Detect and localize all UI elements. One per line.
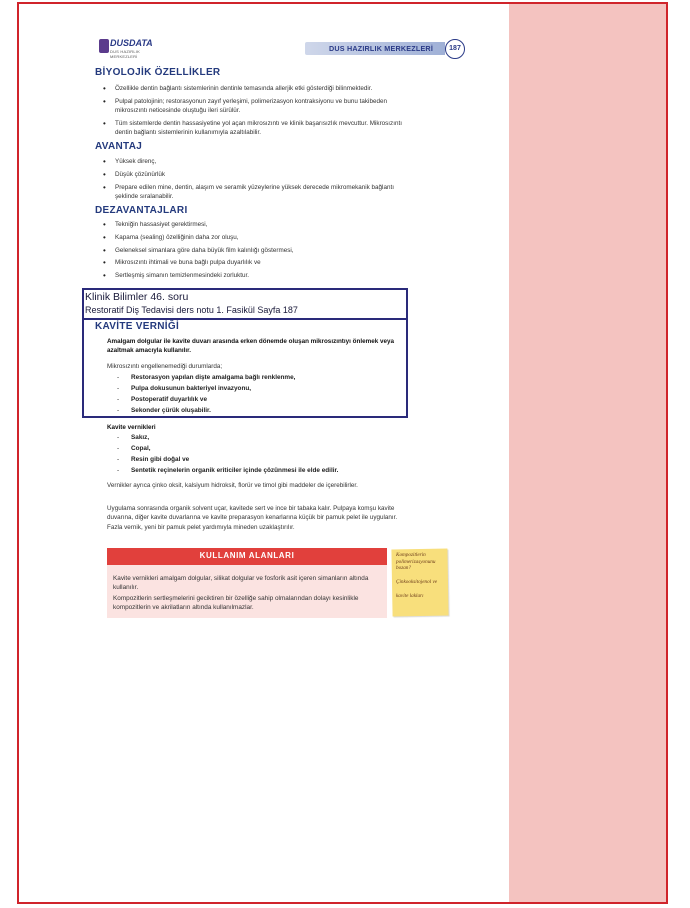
list-item: - Pulpa dokusunun bakteriyel invazyonu,: [117, 383, 407, 394]
heading-biological: BİYOLOJİK ÖZELLİKLER: [95, 67, 221, 78]
annotation-divider: [82, 318, 408, 320]
varnish-lead: Mikrosızıntı engellenemediği durumlarda;: [107, 363, 223, 370]
varnish-types-title: Kavite vernikleri: [107, 424, 156, 431]
varnish-paragraph-1: Vernikler ayrıca çinko oksit, kalsiyum hidroksit, florür ve timol gibi maddeler de içerebilirler.: [107, 482, 358, 489]
list-item: • Tekniğin hassasiyet gerektirmesi,: [103, 220, 403, 229]
list-item: • Tüm sistemlerde dentin hassasiyetine yol açan mikrosızıntı ve klinik başarısızlık mevcuttur. Mikrosızıntı dentin bağlantı sistemlerinin kullanımıyla azaltılabilir.: [103, 119, 403, 138]
logo-subtext: DUS HAZIRLIK MERKEZLERİ: [110, 49, 140, 59]
logo-text: DUSDATA: [110, 38, 153, 48]
list-item: - Copal,: [117, 443, 407, 454]
varnish-paragraph-2: Uygulama sonrasında organik solvent uçar, kavitede sert ve ince bir tabaka kalır. Pulpaya komşu kavite duvarına, diğer kavite duvarlarına ve kavite preparasyon kenarlarına küçük bir pamuk pelet ile uygulanır. Fazla vernik, yeni bir pamuk pelet yardımıyla mineden uzaklaştırılır.: [107, 505, 398, 531]
list-item: • Prepare edilen mine, dentin, alaşım ve seramik yüzeylerine yüksek derecede mikromekanik bağlantı şeklinde sıralanabilir.: [103, 183, 403, 202]
list-disadvantages: [103, 220, 403, 280]
list-item: - Resin gibi doğal ve: [117, 454, 407, 465]
list-item: • Mikrosızıntı ihtimali ve buna bağlı pulpa duyarlılık ve: [103, 258, 403, 267]
usage-paragraph-1: Kavite vernikleri amalgam dolgular, silikat dolgular ve fosforik asit içeren simanların altında kullanılır.: [113, 575, 369, 591]
list-varnish-types: [117, 432, 407, 476]
usage-title: KULLANIM ALANLARI: [199, 551, 295, 560]
varnish-intro: Amalgam dolgular ile kavite duvarı arasında erken dönemde oluşan mikrosızıntıyı önlemek veya azaltmak amacıyla kullanılır.: [107, 338, 394, 355]
list-item: - Restorasyon yapılan dişte amalgama bağlı renklenme,: [117, 372, 407, 383]
list-advantage: [103, 157, 403, 201]
heading-disadvantages: DEZAVANTAJLARI: [95, 205, 188, 216]
sticky-note-answer-2: kavite lakları: [396, 593, 424, 599]
publisher-logo: [99, 37, 155, 59]
list-item: • Düşük çözünürlük: [103, 170, 403, 179]
annotation-source-ref: Restoratif Diş Tedavisi ders notu 1. Fasikül Sayfa 187: [85, 305, 298, 315]
sticky-note-question: Kompozitlerin polimerizasyonunu bozan?: [396, 552, 436, 572]
heading-advantage: AVANTAJ: [95, 141, 143, 152]
header-title: DUS HAZIRLIK MERKEZLERİ: [329, 44, 434, 53]
heading-cavity-varnish: KAVİTE VERNİĞİ: [95, 321, 180, 332]
page-number-badge: 187: [445, 39, 465, 59]
list-item: • Pulpal patolojinin; restorasyonun zayıf yerleşimi, polimerizasyon kontraksiyonu ve bunu takibeden mikrosızıntı neticesinde oluştuğu ileri sürülür.: [103, 97, 403, 116]
list-item: • Geleneksel simanlara göre daha büyük film kalınlığı göstermesi,: [103, 246, 403, 255]
list-item: • Yüksek direnç,: [103, 157, 403, 166]
list-item: - Sakız,: [117, 432, 407, 443]
list-biological: [103, 84, 403, 137]
document-page: [19, 4, 509, 902]
right-margin-panel: [509, 4, 666, 902]
sticky-note-answer-1: Çinkooksitojenol ve: [396, 579, 438, 585]
usage-paragraph-2: Kompozitlerin sertleşmelerini geciktiren bir özelliğe sahip olmalarından dolayı kesinlikle kompozitlerin ve akrilatların altında kullanılmazlar.: [113, 595, 359, 611]
list-item: • Özellikle dentin bağlantı sistemlerinin dentinle temasında allerjik etki gösterdiği bilinmektedir.: [103, 84, 403, 93]
list-item: • Kapama (sealing) özelliğinin daha zor oluşu,: [103, 233, 403, 242]
annotation-question-ref: Klinik Bilimler 46. soru: [85, 291, 189, 303]
list-item: - Postoperatif duyarlılık ve: [117, 394, 407, 405]
list-item: • Sertleşmiş simanın temizlenmesindeki zorluktur.: [103, 271, 403, 280]
page-frame: [17, 2, 668, 904]
list-item: - Sentetik reçinelerin organik eriticiler içinde çözünmesi ile elde edilir.: [117, 465, 407, 476]
logo-mark-icon: [99, 39, 109, 53]
list-item: - Sekonder çürük oluşabilir.: [117, 405, 407, 416]
